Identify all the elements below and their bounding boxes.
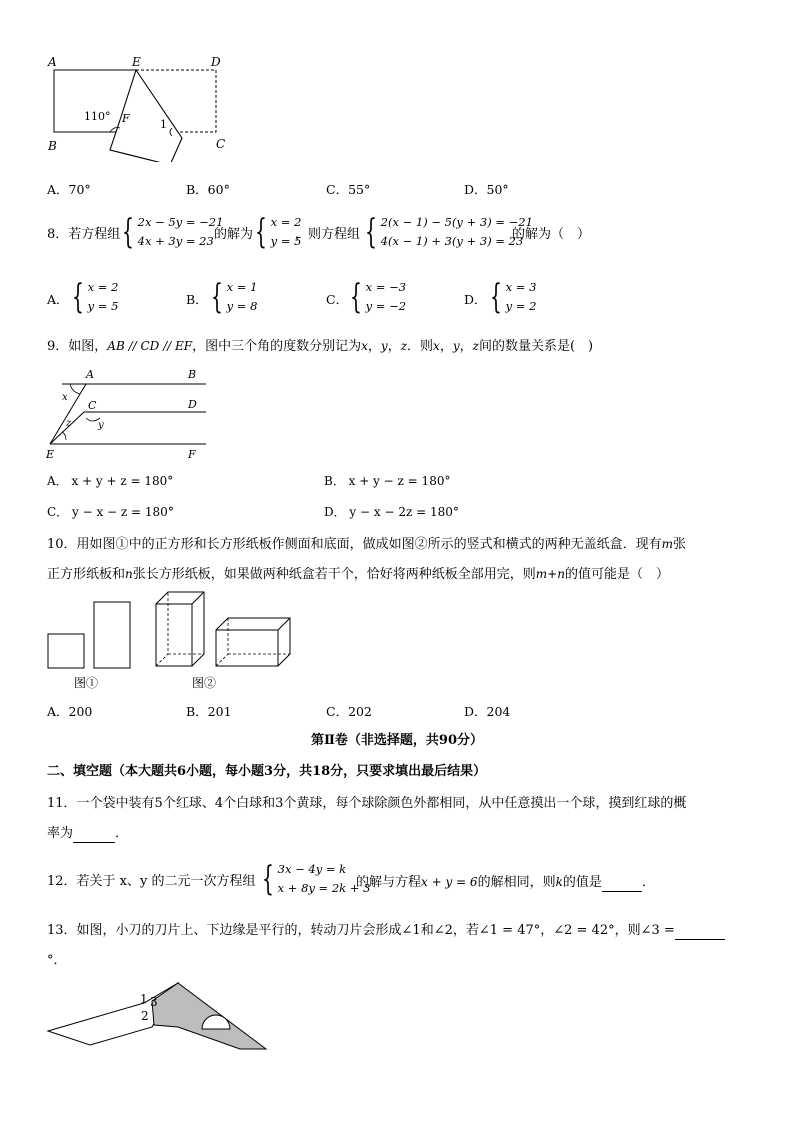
- q12-sys-row1: 3x − 4y = k: [277, 862, 347, 876]
- q10-fig1-caption: 图①: [74, 676, 99, 690]
- q8-system-2: { 2(x − 1) − 5(y + 3) = −21 4(x − 1) + 3(y + 3) = 23: [365, 212, 533, 252]
- q9-text-d: 间的数量关系是( ): [478, 339, 594, 354]
- q12-prefix: 12．若关于 x、y 的二元一次方程组: [47, 874, 256, 889]
- q9-parallel: AB // CD // EF: [107, 339, 193, 353]
- q9-label-E: E: [46, 448, 55, 460]
- q9-figure: [42, 362, 217, 460]
- q9-option-d[interactable]: D． y − x − 2z = 180°: [324, 505, 459, 519]
- q9-sep-1: ，: [367, 339, 381, 354]
- q7-angle-110: 110°: [84, 110, 111, 123]
- q8-option-b[interactable]: { x = 1 y = 8: [211, 277, 258, 317]
- q10-fig2-caption: 图②: [192, 676, 217, 690]
- q13-angle-3: 3: [150, 995, 158, 1009]
- q10-text-b: 中的正方形和长方形纸板作侧面和底面，做成如图: [128, 537, 415, 552]
- q8-option-a[interactable]: { x = 2 y = 5: [72, 277, 119, 317]
- q9-label-A: A: [86, 368, 94, 381]
- q12-suffix2: 的值是: [562, 875, 602, 890]
- q10-text-c: 所示的竖式和横式的两种无盖纸盒．现有: [427, 537, 662, 552]
- q8-option-b-row2: y = 8: [226, 299, 258, 313]
- q7-label-F: F: [122, 112, 130, 125]
- q9-var-z: z: [400, 339, 408, 353]
- q10-text-d: 张: [673, 537, 687, 552]
- q8-option-c-letter[interactable]: C．: [326, 292, 349, 307]
- q8-option-a-row2: y = 5: [87, 299, 119, 313]
- q10-fig-ref-2: ②: [414, 537, 428, 552]
- q9-var-z-2: z: [472, 339, 479, 353]
- q8-sys2-row1: 2(x − 1) − 5(y + 3) = −21: [380, 215, 533, 229]
- q13-line-2: °．: [47, 953, 67, 968]
- q10-text-e: 正方形纸板和: [47, 567, 126, 582]
- q12-rest: [356, 873, 655, 892]
- q7-angle-1: 1: [160, 118, 167, 131]
- q8-sys2-row2: 4(x − 1) + 3(y + 3) = 23: [380, 234, 524, 248]
- q10-option-a[interactable]: A．200: [47, 704, 93, 719]
- section2-heading: 二、填空题（本大题共6小题，每小题3分，共18分，只要求填出最后结果）: [47, 764, 487, 779]
- q9-label-B: B: [188, 368, 197, 381]
- q7-figure: [44, 52, 234, 162]
- q12-var-k: k: [555, 875, 563, 889]
- q9-sep-3: ，: [439, 339, 453, 354]
- q9-text-a: 9．如图，: [47, 339, 108, 354]
- q11-answer-blank[interactable]: [73, 828, 115, 843]
- q8-sys1-row1: 2x − 5y = −21: [137, 215, 224, 229]
- q8-mid1: 的解为: [214, 227, 254, 242]
- section2-title: 第Ⅱ卷（非选择题，共90分）: [310, 733, 484, 748]
- q8-option-a-row1: x = 2: [87, 280, 119, 294]
- q9-sep-4: ，: [459, 339, 473, 354]
- q8-solution: { x = 2 y = 5: [255, 212, 302, 252]
- q7-label-D: D: [211, 55, 221, 69]
- q12-equation: x + y = 6: [421, 875, 478, 889]
- q12-answer-blank[interactable]: [602, 877, 642, 892]
- q9-text-c: ．则: [407, 339, 434, 354]
- q13-text: 13．如图，小刀的刀片上、下边缘是平行的，转动刀片会形成∠1和∠2，若∠1 = 47°，∠2 = 42°，则∠3 =: [47, 923, 675, 938]
- q8-option-d[interactable]: { x = 3 y = 2: [490, 277, 537, 317]
- q9-angle-y: y: [98, 420, 104, 431]
- q9-option-a[interactable]: A． x + y + z = 180°: [47, 474, 174, 488]
- q8-sol-row1: x = 2: [270, 215, 302, 229]
- q10-line-2: [47, 565, 669, 584]
- q10-text-a: 10．用如图: [47, 537, 116, 552]
- q9-text-b: ，图中三个角的度数分别记为: [192, 339, 362, 354]
- q8-option-d-row1: x = 3: [505, 280, 537, 294]
- q9-label-C: C: [88, 399, 97, 412]
- q12-suffix: 的解相同，则: [477, 875, 556, 890]
- q7-option-a[interactable]: A．70°: [47, 182, 91, 197]
- q11-line-1: 11．一个袋中装有5个红球、4个白球和3个黄球，每个球除颜色外都相同，从中任意摸出一个球，摸到红球的概: [47, 796, 687, 811]
- q10-figure: [44, 588, 314, 692]
- q13-angle-1: 1: [140, 992, 148, 1006]
- q10-line-1: [47, 535, 686, 554]
- q9-var-x-2: x: [433, 339, 440, 353]
- q12-system: { 3x − 4y = k x + 8y = 2k + 3: [262, 859, 371, 899]
- q8-sys1-row2: 4x + 3y = 23: [137, 234, 214, 248]
- q7-option-c[interactable]: C．55°: [326, 182, 371, 197]
- q10-option-c[interactable]: C．202: [326, 704, 372, 719]
- q11-end: ．: [115, 826, 129, 841]
- q8-option-b-letter[interactable]: B．: [186, 292, 208, 307]
- q11-text: 率为: [47, 826, 74, 841]
- q7-label-E: E: [132, 55, 141, 69]
- q10-option-d[interactable]: D．204: [464, 704, 511, 719]
- q12-sys-row2: x + 8y = 2k + 3: [277, 881, 371, 895]
- q8-prefix: 8．若方程组: [47, 227, 121, 242]
- q7-label-A: A: [48, 55, 57, 69]
- q8-option-b-row1: x = 1: [226, 280, 258, 294]
- q13-angle-2: 2: [141, 1009, 149, 1023]
- q7-option-d[interactable]: D．50°: [464, 182, 509, 197]
- q11-line-2: [47, 825, 128, 843]
- q13-answer-blank[interactable]: [675, 925, 725, 940]
- q10-fig-ref-1: ①: [115, 537, 129, 552]
- q10-var-m: m: [661, 537, 673, 551]
- q13-line-1: [47, 922, 725, 940]
- q10-text-g: 的值可能是（ ）: [564, 567, 669, 582]
- q7-label-B: B: [48, 139, 57, 153]
- q8-system-1: { 2x − 5y = −21 4x + 3y = 23: [122, 212, 224, 252]
- q10-var-n: n: [125, 567, 133, 581]
- q8-suffix: 的解为（ ）: [512, 227, 591, 242]
- q9-label-D: D: [188, 398, 197, 411]
- q8-option-d-row2: y = 2: [505, 299, 537, 313]
- q8-option-c-row1: x = −3: [365, 280, 407, 294]
- q10-var-mn: m+n: [535, 567, 565, 581]
- q13-figure: [44, 975, 270, 1055]
- q8-option-a-letter[interactable]: A．: [47, 292, 69, 307]
- q8-mid2: ，则方程组: [295, 227, 361, 242]
- q8-option-c-row2: y = −2: [365, 299, 407, 313]
- q8-option-d-letter[interactable]: D．: [464, 292, 487, 307]
- q9-option-c[interactable]: C． y − x − z = 180°: [47, 505, 174, 519]
- q7-label-C: C: [216, 137, 226, 151]
- q7-option-b[interactable]: B．60°: [186, 182, 230, 197]
- q9-label-F: F: [188, 448, 196, 460]
- q12-end: ．: [641, 875, 655, 890]
- q8-sol-row2: y = 5: [270, 234, 302, 248]
- q9-var-y: y: [380, 339, 388, 353]
- q9-stem: [47, 337, 593, 356]
- q9-option-b[interactable]: B． x + y − z = 180°: [324, 474, 451, 488]
- q9-var-x: x: [361, 339, 368, 353]
- q9-var-y-2: y: [452, 339, 460, 353]
- q9-sep-2: ，: [387, 339, 401, 354]
- q10-option-b[interactable]: B．201: [186, 704, 232, 719]
- q12-mid: 的解与方程: [356, 875, 422, 890]
- q10-text-f: 张长方形纸板，如果做两种纸盒若干个，恰好将两种纸板全部用完，则: [132, 567, 536, 582]
- q9-angle-z: z: [66, 418, 72, 429]
- q9-angle-x: x: [62, 392, 68, 403]
- q8-option-c[interactable]: { x = −3 y = −2: [350, 277, 407, 317]
